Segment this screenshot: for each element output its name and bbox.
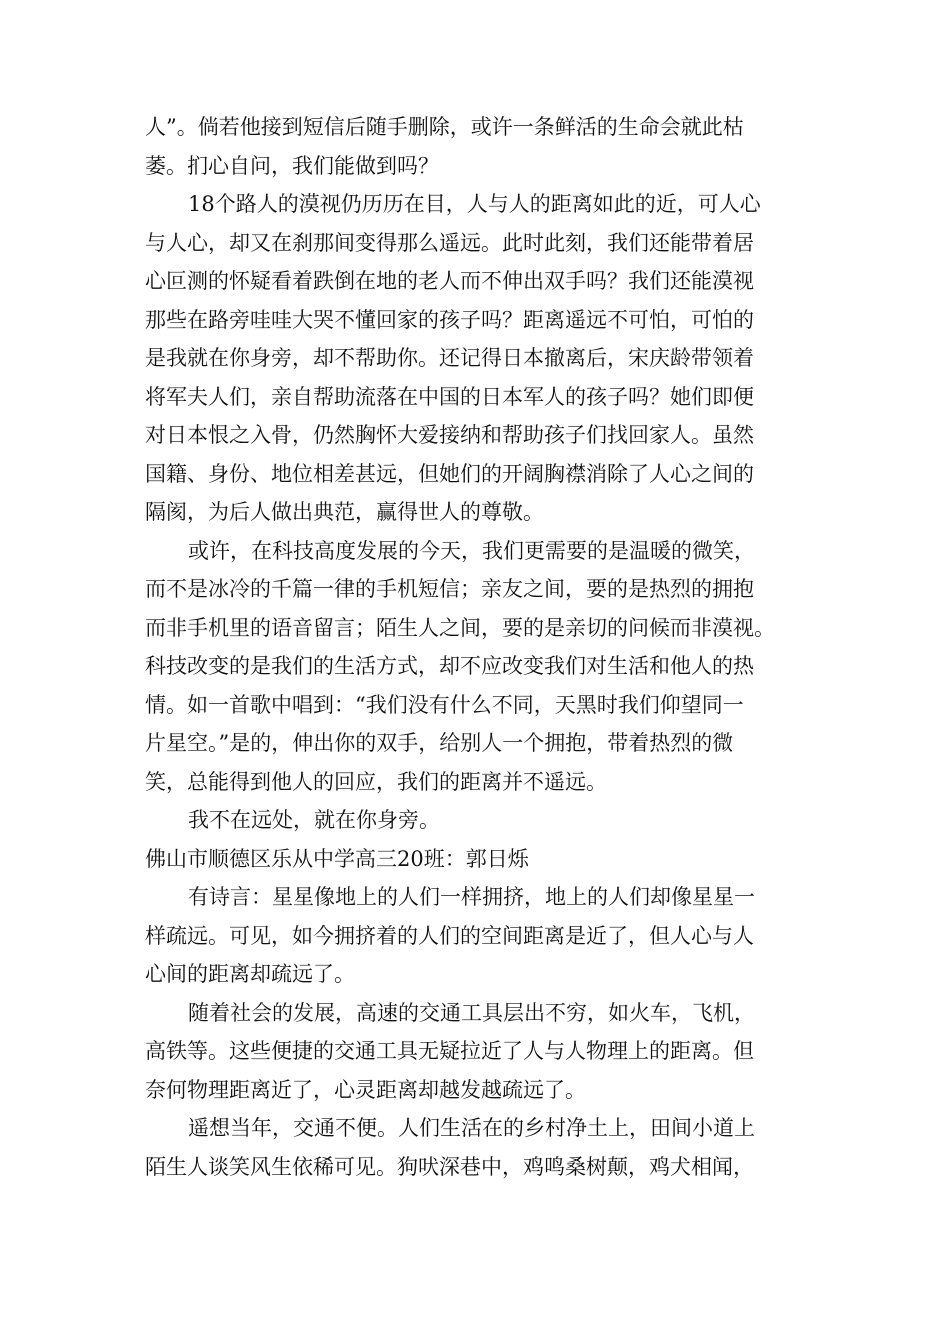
text-line: 那些在路旁哇哇大哭不懂回家的孩子吗？距离遥远不可怕，可怕的 [145,307,754,332]
author-line: 佛山市顺德区乐从中学高三20班：郭日烁 [145,846,529,871]
text-line: 对日本恨之入骨，仍然胸怀大爱接纳和帮助孩子们找回家人。虽然 [145,423,754,447]
text-line: 笑，总能得到他人的回应，我们的距离并不遥远。 [145,769,607,794]
text-line: 或许，在科技高度发展的今天，我们更需要的是温暖的微笑， [188,538,755,563]
text-line: 随着社会的发展，高速的交通工具层出不穷，如火车，飞机， [188,1000,755,1025]
text-line: 科技改变的是我们的生活方式，却不应改变我们对生活和他人的热 [145,654,754,678]
text-line: 高铁等。这些便捷的交通工具无疑拉近了人与人物理上的距离。但 [145,1039,754,1063]
text-line: 将军夫人们，亲自帮助流落在中国的日本军人的孩子吗？她们即便 [145,384,754,409]
text-line: 国籍、身份、地位相差甚远，但她们的开阔胸襟消除了人心之间的 [145,461,754,486]
text-line: 人”。倘若他接到短信后随手删除，或许一条鲜活的生命会就此枯 [145,115,744,139]
document-page [145,108,805,1186]
text-line: 隔阂，为后人做出典范，赢得世人的尊敬。 [145,500,544,524]
text-line: 而不是冰冷的千篇一律的手机短信；亲友之间，要的是热烈的拥抱 [145,577,754,601]
text-line: 奈何物理距离近了，心灵距离却越发越疏远了。 [145,1077,586,1102]
text-line: 遥想当年，交通不便。人们生活在的乡村净土上，田间小道上 [188,1116,755,1140]
text-line: 与人心，却又在刹那间变得那么遥远。此时此刻，我们还能带着居 [145,230,754,255]
text-line: 片星空。”是的，伸出你的双手，给别人一个拥抱，带着热烈的微 [145,731,734,755]
text-line: 是我就在你身旁，却不帮助你。还记得日本撤离后，宋庆龄带领着 [145,346,754,370]
text-line: 样疏远。可见，如今拥挤着的人们的空间距离是近了，但人心与人 [145,923,754,948]
text-line: 心叵测的怀疑看着跌倒在地的老人而不伸出双手吗？我们还能漠视 [145,269,754,293]
text-line: 有诗言：星星像地上的人们一样拥挤，地上的人们却像星星一 [188,885,755,909]
text-line: 情。如一首歌中唱到：“我们没有什么不同，天黑时我们仰望同一 [145,692,744,717]
text-line: 萎。扪心自问，我们能做到吗？ [145,153,439,178]
text-line: 陌生人谈笑风生依稀可见。狗吠深巷中，鸡鸣桑树颠，鸡犬相闻， [145,1154,754,1179]
text-line: 我不在远处，就在你身旁。 [188,808,440,832]
text-line: 心间的距离却疏远了。 [145,962,355,986]
text-line: 18个路人的漠视仍历历在目，人与人的距离如此的近，可人心 [188,192,761,216]
text-line: 而非手机里的语音留言；陌生人之间，要的是亲切的问候而非漠视。 [145,615,775,640]
